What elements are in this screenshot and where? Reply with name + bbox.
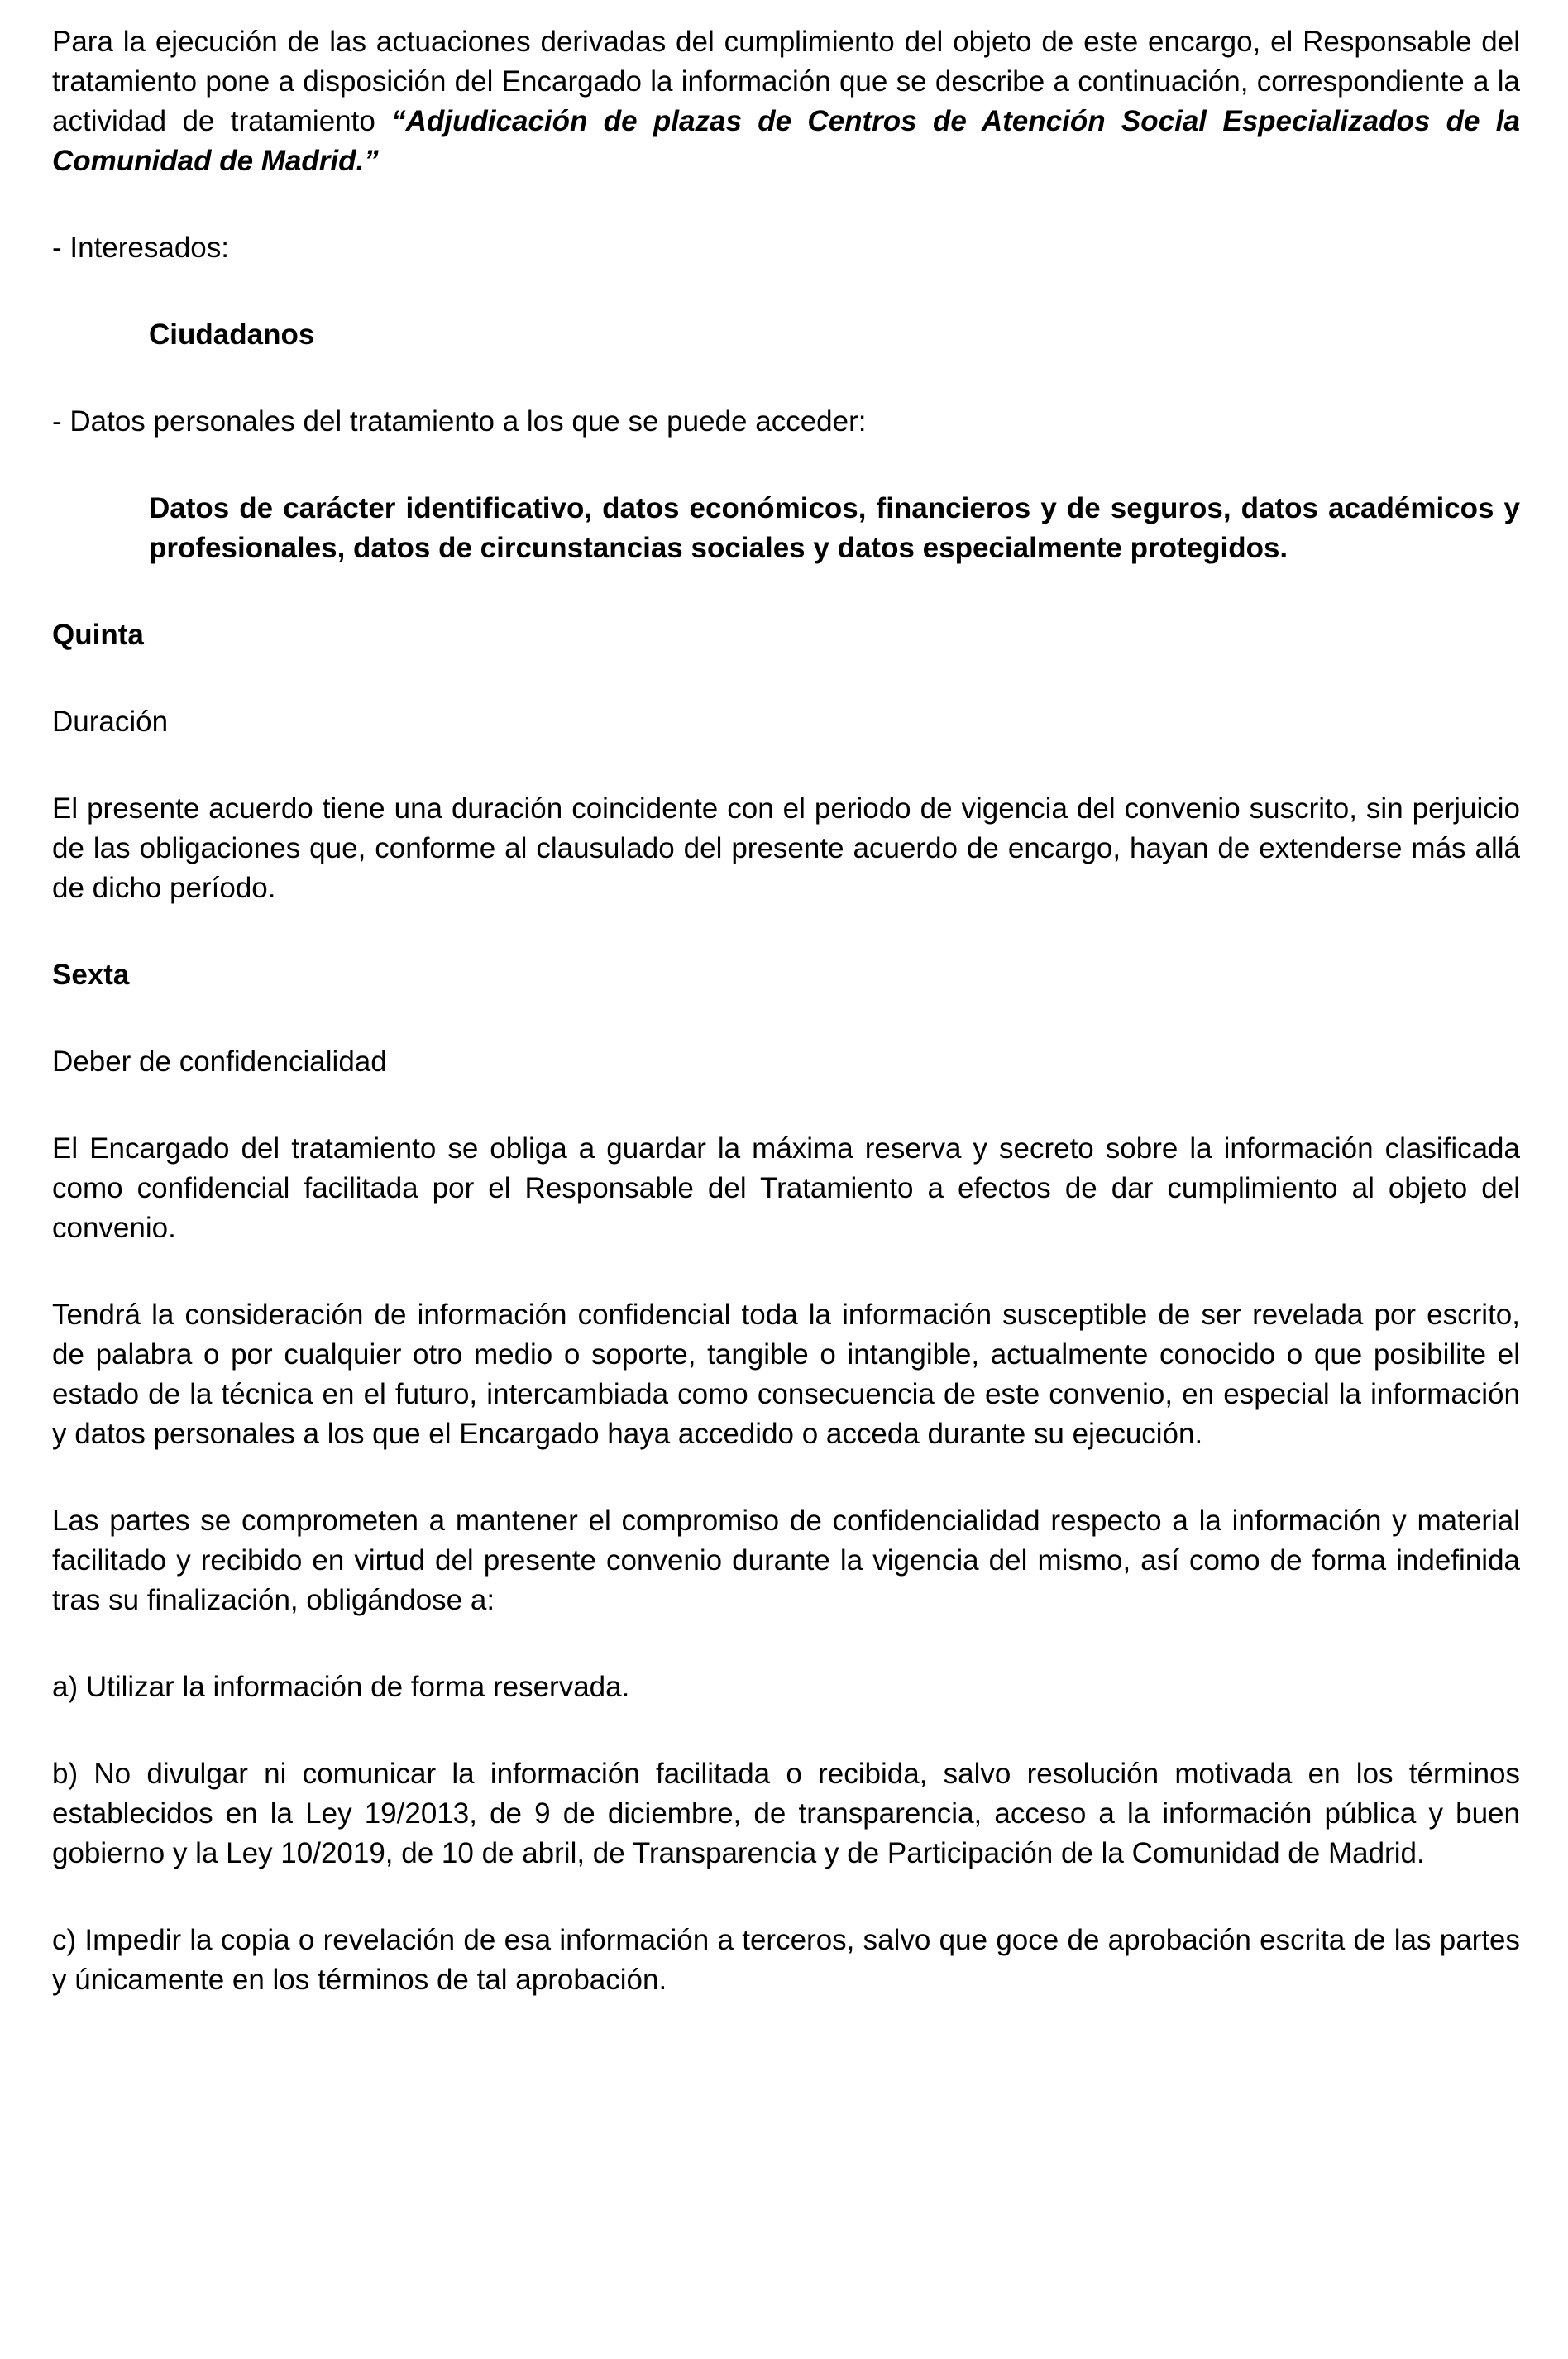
- clause-quinta-paragraph: El presente acuerdo tiene una duración coincidente con el periodo de vigencia del convenio suscrito, sin perjuicio de las obligaciones que, conforme al clausulado del presente acuerdo de encargo, hayan de extenderse más allá de dicho período.: [52, 792, 1520, 904]
- confidencialidad-paragraph-1: El Encargado del tratamiento se obliga a guardar la máxima reserva y secreto sobre la información clasificada como confidencial facilitada por el Responsable del Tratamiento a efectos de dar cumplimiento al objeto del convenio.: [52, 1132, 1520, 1244]
- interesados-label: - Interesados:: [52, 232, 229, 264]
- intro-paragraph-text: Para la ejecución de las actuaciones derivadas del cumplimiento del objeto de este encargo, el Responsable del tratamiento pone a disposición del Encargado la información que se describe a continuación, correspondiente a la actividad de tratamiento: [52, 26, 1520, 137]
- obligation-item-a: a) Utilizar la información de forma reservada.: [52, 1671, 630, 1703]
- treatment-activity-name: “Adjudicación de plazas de Centros de Atención Social Especializados de la Comunidad de Madrid.”: [52, 105, 1520, 177]
- obligation-item-c: c) Impedir la copia o revelación de esa información a terceros, salvo que goce de aprobación escrita de las partes y únicamente en los términos de tal aprobación.: [52, 1924, 1520, 1996]
- intro-paragraph: [52, 22, 1520, 181]
- clause-sexta-heading: Sexta: [52, 959, 130, 991]
- clause-quinta-subheading: Duración: [52, 706, 169, 738]
- clause-sexta-subheading: Deber de confidencialidad: [52, 1046, 387, 1078]
- confidencialidad-paragraph-3: Las partes se comprometen a mantener el compromiso de confidencialidad respecto a la información y material facilitado y recibido en virtud del presente convenio durante la vigencia del mismo, así como de forma indefinida tras su finalización, obligándose a:: [52, 1505, 1520, 1616]
- interesados-value: Ciudadanos: [149, 318, 315, 351]
- obligation-item-b: b) No divulgar ni comunicar la información facilitada o recibida, salvo resolución motivada en los términos establecidos en la Ley 19/2013, de 9 de diciembre, de transparencia, acceso a la información pública y buen gobierno y la Ley 10/2019, de 10 de abril, de Transparencia y de Participación de la Comunidad de Madrid.: [52, 1758, 1520, 1869]
- confidencialidad-paragraph-2: Tendrá la consideración de información confidencial toda la información susceptible de ser revelada por escrito, de palabra o por cualquier otro medio o soporte, tangible o intangible, actualmente conocido o que posibilite el estado de la técnica en el futuro, intercambiada como consecuencia de este convenio, en especial la información y datos personales a los que el Encargado haya accedido o acceda durante su ejecución.: [52, 1299, 1520, 1450]
- clause-quinta-heading: Quinta: [52, 619, 144, 651]
- datos-personales-label: - Datos personales del tratamiento a los que se puede acceder:: [52, 405, 867, 438]
- datos-personales-value: Datos de carácter identificativo, datos económicos, financieros y de seguros, datos académicos y profesionales, datos de circunstancias sociales y datos especialmente protegidos.: [149, 492, 1520, 564]
